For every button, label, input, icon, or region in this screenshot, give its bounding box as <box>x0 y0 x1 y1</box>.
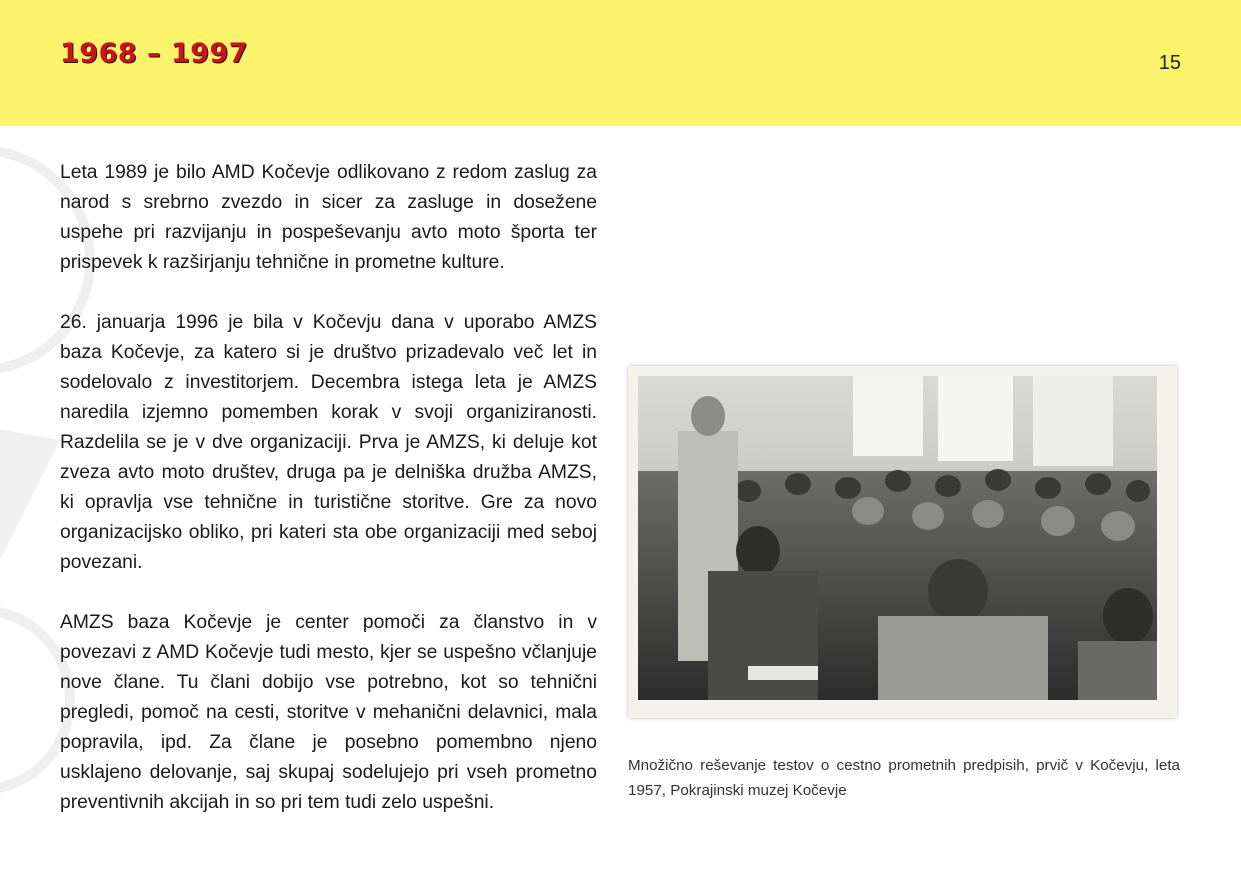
photo-caption: Množično reševanje testov o cestno prometnih predpisih, prvič v Kočevju, leta 1957, Pokrajinski muzej Kočevje <box>628 757 1180 800</box>
paragraph-3: AMZS baza Kočevje je center pomoči za članstvo in v povezavi z AMD Kočevje tudi mesto, kjer se uspešno včlanjuje nove člane. Tu člani dobijo vse potrebno, kot so tehnični pregledi, pomoč na cesti, storitve v mehanični delavnici, mala popravila, ipd. Za člane je posebno pomembno njeno usklajeno delovanje, saj skupaj sodelujejo pri vseh prometno preventivnih akcijah in so pri tem tudi zelo uspešni. <box>60 612 597 813</box>
paragraph-1: Leta 1989 je bilo AMD Kočevje odlikovano z redom zaslug za narod s srebrno zvezdo in sicer za zasluge in dosežene uspehe pri razvijanju in pospeševanju avto moto športa ter prispevek k razširjanju tehnične in prometne kulture. <box>60 162 597 273</box>
paragraph-2: 26. januarja 1996 je bila v Kočevju dana v uporabo AMZS baza Kočevje, za katero si je društvo prizadevalo več let in sodelovalo z investitorjem. Decembra istega leta je AMZS naredila izjemno pomemben korak v svoji organiziranosti. Razdelila se je v dve organizaciji. Prva je AMZS, ki deluje kot zveza avto moto društev, druga pa je delniška družba AMZS, ki opravlja vse tehnične in turistične storitve. Gre za novo organizacijsko obliko, pri kateri sta obe organizaciji med seboj povezani. <box>60 312 597 573</box>
article-body <box>60 158 597 848</box>
historical-photo-frame <box>628 366 1177 718</box>
page-title: 1968 – 1997 <box>60 38 249 69</box>
page-number: 15 <box>1158 52 1181 74</box>
historical-photo <box>638 376 1157 700</box>
page-header <box>0 0 1241 126</box>
